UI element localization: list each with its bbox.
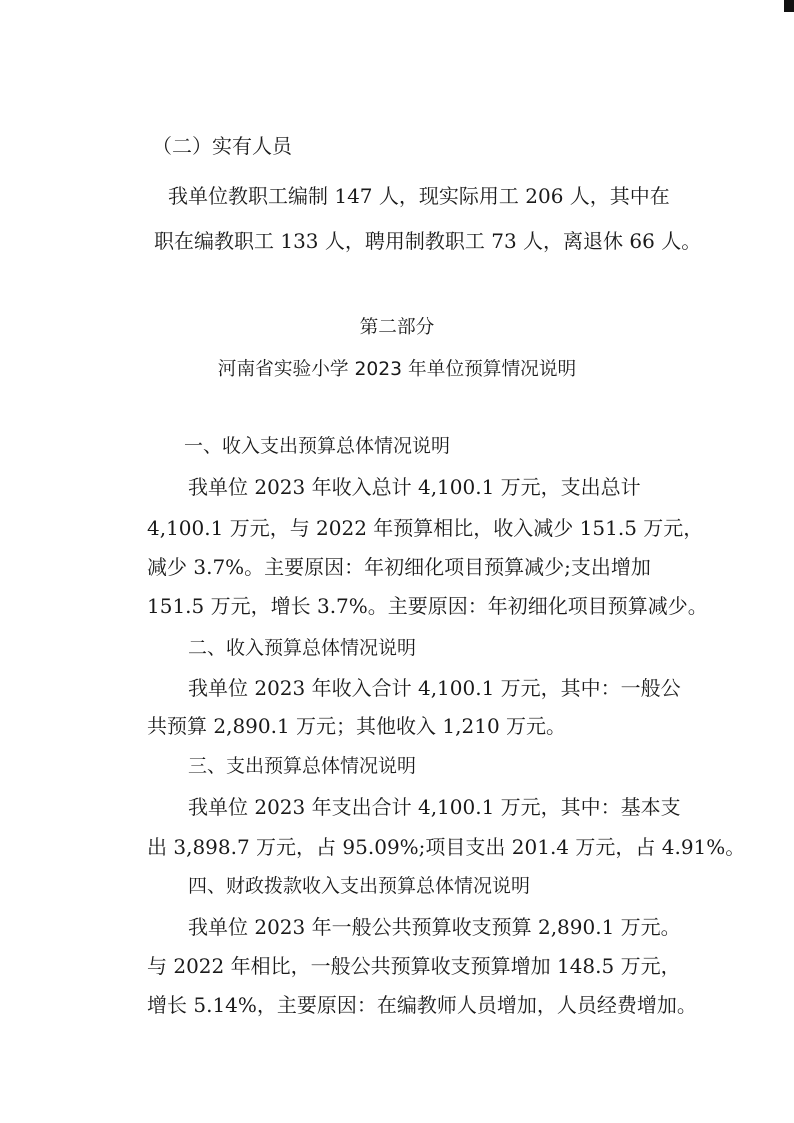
s4-line-3: 增长 5.14%，主要原因：在编教师人员增加，人员经费增加。 (147, 993, 697, 1017)
s2-heading: 二、收入预算总体情况说明 (188, 637, 417, 659)
s1-line-2: 4,100.1 万元，与 2022 年预算相比，收入减少 151.5 万元， (147, 516, 704, 540)
s4-line-2: 与 2022 年相比，一般公共预算收支预算增加 148.5 万元， (147, 954, 681, 978)
s1-line-1: 我单位 2023 年收入总计 4,100.1 万元，支出总计 (188, 475, 641, 499)
part-title: 河南省实验小学 2023 年单位预算情况说明 (217, 359, 577, 380)
s2-line-1: 我单位 2023 年收入合计 4,100.1 万元，其中：一般公 (188, 676, 681, 700)
s1-line-4: 151.5 万元，增长 3.7%。主要原因：年初细化项目预算减少。 (147, 594, 708, 618)
scan-corner-mark (784, 0, 794, 12)
s3-line-2: 出 3,898.7 万元，占 95.09%;项目支出 201.4 万元，占 4.91%。 (147, 835, 746, 859)
s1-line-3: 减少 3.7%。主要原因：年初细化项目预算减少;支出增加 (147, 555, 651, 579)
part-label: 第二部分 (359, 317, 435, 338)
s4-heading: 四、财政拨款收入支出预算总体情况说明 (188, 875, 531, 897)
s4-line-1: 我单位 2023 年一般公共预算收支预算 2,890.1 万元。 (188, 915, 681, 939)
staff-line-2: 职在编教职工 133 人，聘用制教职工 73 人，离退休 66 人。 (154, 229, 702, 253)
s3-heading: 三、支出预算总体情况说明 (188, 755, 417, 777)
staff-heading: （二）实有人员 (152, 134, 292, 158)
s3-line-1: 我单位 2023 年支出合计 4,100.1 万元，其中：基本支 (188, 795, 681, 819)
s2-line-2: 共预算 2,890.1 万元；其他收入 1,210 万元。 (147, 714, 567, 738)
s1-heading: 一、收入支出预算总体情况说明 (184, 435, 451, 457)
staff-line-1: 我单位教职工编制 147 人，现实际用工 206 人，其中在 (168, 184, 670, 208)
